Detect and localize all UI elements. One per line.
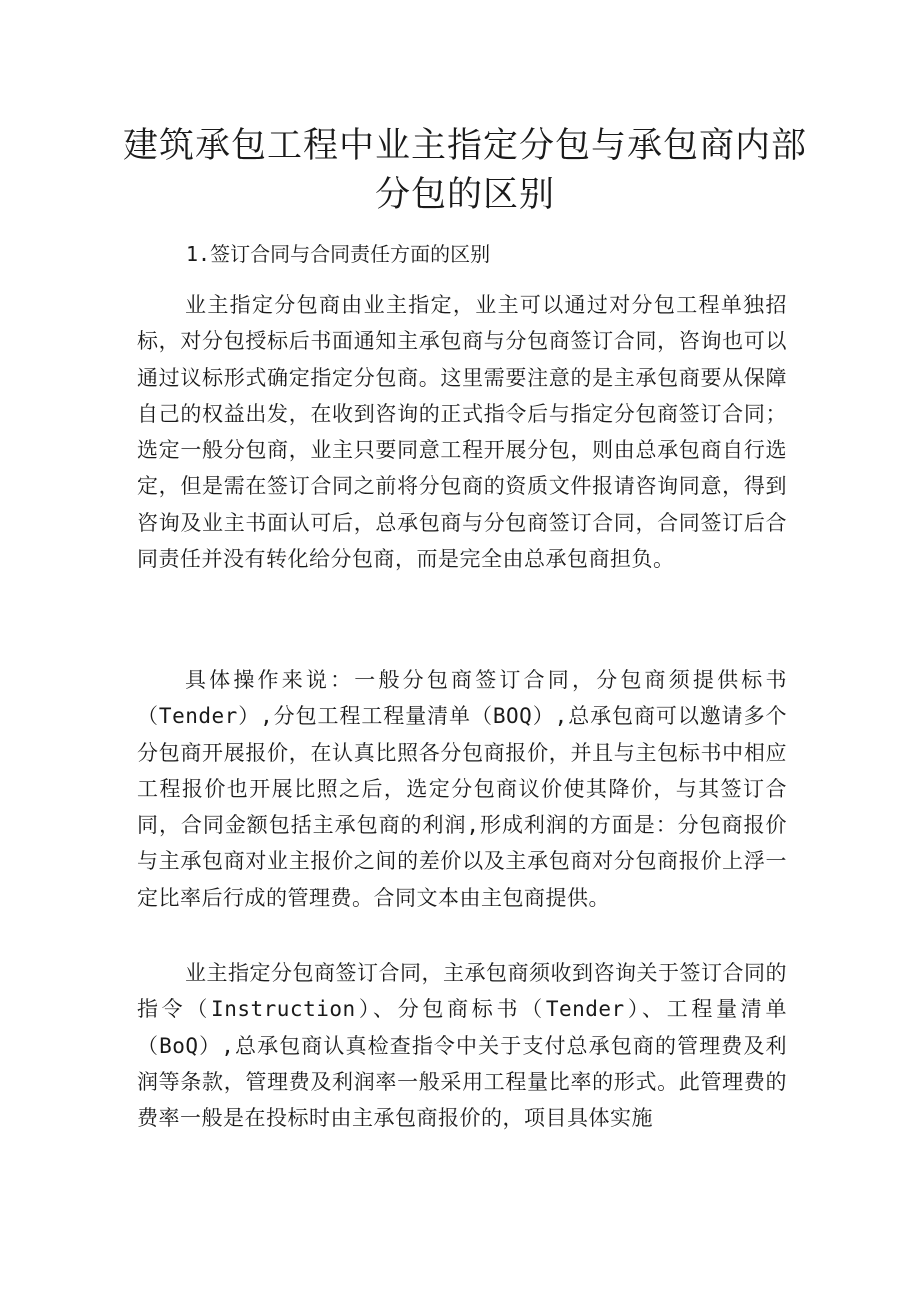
body-paragraph: 业主指定分包商签订合同，主承包商须收到咨询关于签订合同的指令（Instruction）、分包商标书（Tender）、工程量清单（BoQ）,总承包商认真检查指令中关于支付总承包商的管理费及利润等条款，管理费及利润率一般采用工程量比率的形式。此管理费的费率一般是在投标时由主承包商报价的，项目具体实施	[137, 961, 787, 1131]
body-paragraph: 业主指定分包商由业主指定，业主可以通过对分包工程单独招标，对分包授标后书面通知主承包商与分包商签订合同，咨询也可以通过议标形式确定指定分包商。这里需要注意的是主承包商要从保障自己的权益出发，在收到咨询的正式指令后与指定分包商签订合同；选定一般分包商，业主只要同意工程开展分包，则由总承包商自行选定，但是需在签订合同之前将分包商的资质文件报请咨询同意，得到咨询及业主书面认可后，总承包商与分包商签订合同，合同签订后合同责任并没有转化给分包商，而是完全由总承包商担负。	[137, 293, 787, 572]
body-paragraph: 具体操作来说：一般分包商签订合同，分包商须提供标书（Tender）,分包工程工程量清单（BOQ）,总承包商可以邀请多个分包商开展报价，在认真比照各分包商报价，并且与主包标书中相应工程报价也开展比照之后，选定分包商议价使其降价，与其签订合同，合同金额包括主承包商的利润,形成利润的方面是：分包商报价与主承包商对业主报价之间的差价以及主承包商对分包商报价上浮一定比率后行成的管理费。合同文本由主包商提供。	[137, 668, 787, 910]
section-heading: 1.签订合同与合同责任方面的区别	[186, 242, 491, 266]
document-title: 建筑承包工程中业主指定分包与承包商内部分包的区别	[122, 126, 807, 215]
